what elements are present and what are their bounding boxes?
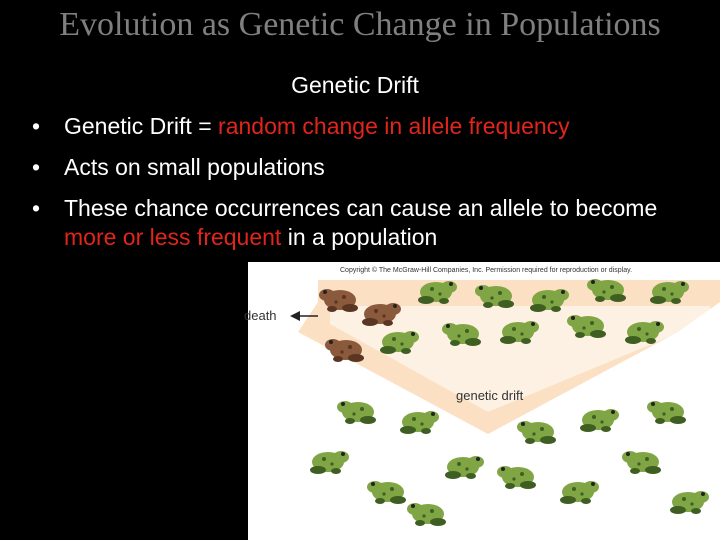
bullet-highlight-text: more or less frequent: [64, 224, 282, 250]
bullet-list: [32, 112, 692, 264]
bullet-text: Acts on small populations: [64, 154, 325, 180]
green-frog: [580, 409, 619, 432]
bullet-item: [32, 112, 692, 141]
bullet-text: Genetic Drift =: [64, 113, 219, 139]
green-frog: [337, 401, 376, 424]
bullet-dot: •: [32, 154, 41, 180]
slide-subtitle: Genetic Drift: [291, 72, 419, 98]
green-frog: [670, 491, 709, 514]
bullet-dot: •: [32, 195, 41, 221]
slide-title: Evolution as Genetic Change in Populations: [59, 6, 661, 43]
green-frog: [622, 451, 661, 474]
bullet-text: These chance occurrences can cause an allele to become: [64, 195, 658, 221]
green-frog: [367, 481, 406, 504]
bullet-highlight-text: random change in allele frequency: [218, 113, 570, 139]
bullet-item: [32, 194, 692, 252]
bullet-dot: •: [32, 113, 41, 139]
frog-illustration: [244, 262, 720, 540]
green-frog: [560, 481, 599, 504]
death-arrowhead: [290, 311, 300, 321]
green-frog: [407, 503, 446, 526]
green-frog: [445, 456, 484, 479]
death-label: death: [244, 308, 277, 323]
green-frog: [647, 401, 686, 424]
green-frog: [497, 466, 536, 489]
green-frog: [400, 411, 439, 434]
genetic-drift-figure: [244, 262, 720, 540]
bullet-text: in a population: [281, 224, 438, 250]
green-frog: [310, 451, 349, 474]
genetic-drift-label: genetic drift: [456, 388, 524, 403]
copyright-text: Copyright © The McGraw-Hill Companies, Inc. Permission required for reproduction or display.: [340, 267, 633, 274]
green-frog: [517, 421, 556, 444]
bullet-item: [32, 153, 692, 182]
